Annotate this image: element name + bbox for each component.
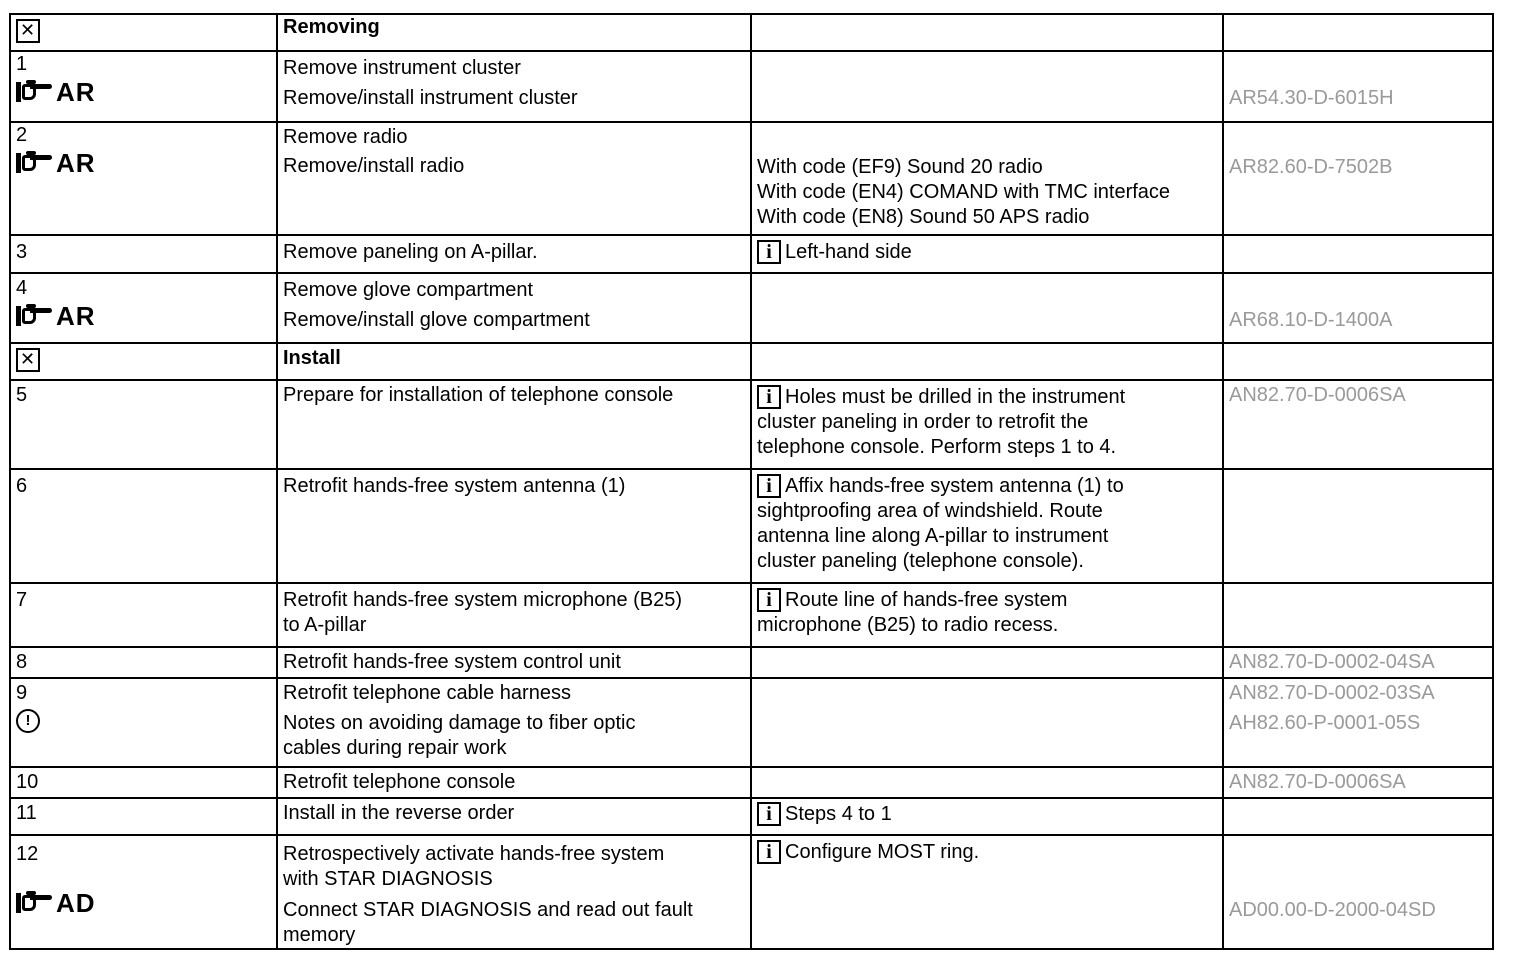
step-text: with STAR DIAGNOSIS [283, 868, 493, 890]
document-reference: AN82.70-D-0006SA [1229, 384, 1406, 406]
step-text: Remove/install radio [283, 155, 465, 177]
step-text: Install in the reverse order [283, 802, 515, 824]
section-title: Install [283, 347, 341, 369]
notice-icon: ! [16, 709, 40, 733]
step-number: 4 [16, 277, 28, 299]
info-icon: i [757, 588, 781, 612]
step-number: 3 [16, 241, 28, 263]
document-reference: AN82.70-D-0006SA [1229, 771, 1406, 793]
step-number: 10 [16, 771, 39, 793]
repair-reference-icon [16, 301, 96, 331]
table-row [10, 235, 1493, 273]
info-text: sightproofing area of windshield. Route [757, 500, 1103, 522]
table-row [10, 583, 1493, 647]
info-text: Configure MOST ring. [785, 841, 980, 863]
step-text: cables during repair work [283, 737, 507, 759]
step-text: Remove paneling on A-pillar. [283, 241, 538, 263]
step-text: Retrofit hands-free system antenna (1) [283, 475, 626, 497]
table-row [10, 469, 1493, 583]
step-text: memory [283, 924, 356, 946]
step-text: Retrofit telephone cable harness [283, 682, 571, 704]
step-text: Retrofit telephone console [283, 771, 516, 793]
step-text: Remove/install glove compartment [283, 309, 590, 331]
icon-label: AR [56, 77, 96, 107]
info-text: microphone (B25) to radio recess. [757, 614, 1059, 636]
repair-reference-icon [16, 77, 96, 107]
info-text: Holes must be drilled in the instrument [785, 386, 1126, 408]
note-text: With code (EF9) Sound 20 radio [757, 156, 1043, 178]
step-number: 6 [16, 475, 28, 497]
info-icon: i [757, 474, 781, 498]
document-reference: AD00.00-D-2000-04SD [1229, 899, 1436, 921]
flow-diagram-icon [16, 19, 40, 43]
pointing-hand-icon [16, 891, 52, 915]
info-text: cluster paneling (telephone console). [757, 550, 1084, 572]
table-row [10, 767, 1493, 798]
step-number: 7 [16, 589, 28, 611]
step-text: Connect STAR DIAGNOSIS and read out fault [283, 899, 693, 921]
step-text: Remove/install instrument cluster [283, 87, 578, 109]
document-reference: AR54.30-D-6015H [1229, 87, 1394, 109]
step-number: 12 [16, 843, 39, 865]
document-reference: AN82.70-D-0002-04SA [1229, 651, 1435, 673]
info-text: Route line of hands-free system [785, 589, 1068, 611]
step-text: to A-pillar [283, 614, 367, 636]
pointing-hand-icon [16, 304, 52, 328]
step-text: Prepare for installation of telephone console [283, 384, 674, 406]
table-row [10, 798, 1493, 835]
table-row [10, 835, 1493, 949]
section-header-row [10, 14, 1493, 51]
step-text: Retrofit hands-free system control unit [283, 651, 621, 673]
info-text: Steps 4 to 1 [785, 803, 892, 825]
pointing-hand-icon [16, 151, 52, 175]
step-text: Remove glove compartment [283, 279, 534, 301]
step-number: 11 [16, 802, 37, 824]
info-text: Affix hands-free system antenna (1) to [785, 475, 1124, 497]
procedure-table [9, 13, 1494, 950]
icon-label: AR [56, 148, 96, 178]
step-number: 1 [16, 53, 28, 75]
step-text: Retrofit hands-free system microphone (B25) [283, 589, 683, 611]
info-icon: i [757, 385, 781, 409]
document-reference: AH82.60-P-0001-05S [1229, 712, 1421, 734]
flow-diagram-icon [16, 348, 40, 372]
pointing-hand-icon [16, 80, 52, 104]
info-icon: i [757, 240, 781, 264]
table-row [10, 380, 1493, 469]
icon-label: AR [56, 301, 96, 331]
info-text: antenna line along A-pillar to instrument [757, 525, 1109, 547]
table-row [10, 647, 1493, 678]
info-text: Left-hand side [785, 241, 912, 263]
diagnosis-reference-icon [16, 888, 96, 918]
step-number: 5 [16, 384, 28, 406]
document-reference: AR68.10-D-1400A [1229, 309, 1393, 331]
repair-reference-icon [16, 148, 96, 178]
info-icon: i [757, 840, 781, 864]
table-row [10, 51, 1493, 122]
step-text: Notes on avoiding damage to fiber optic [283, 712, 636, 734]
table-row [10, 678, 1493, 767]
document-reference: AN82.70-D-0002-03SA [1229, 682, 1435, 704]
step-text: Retrospectively activate hands-free system [283, 843, 665, 865]
step-number: 2 [16, 124, 28, 146]
icon-label: AD [56, 888, 96, 918]
step-text: Remove radio [283, 126, 408, 148]
section-title: Removing [283, 16, 380, 38]
step-number: 9 [16, 682, 28, 704]
document-reference: AR82.60-D-7502B [1229, 156, 1393, 178]
table-row [10, 273, 1493, 343]
note-text: With code (EN4) COMAND with TMC interface [757, 181, 1171, 203]
note-text: With code (EN8) Sound 50 APS radio [757, 206, 1090, 228]
table-row [10, 122, 1493, 235]
section-header-row [10, 343, 1493, 380]
info-icon: i [757, 802, 781, 826]
step-number: 8 [16, 651, 28, 673]
info-text: cluster paneling in order to retrofit the [757, 411, 1089, 433]
info-text: telephone console. Perform steps 1 to 4. [757, 436, 1117, 458]
step-text: Remove instrument cluster [283, 57, 521, 79]
